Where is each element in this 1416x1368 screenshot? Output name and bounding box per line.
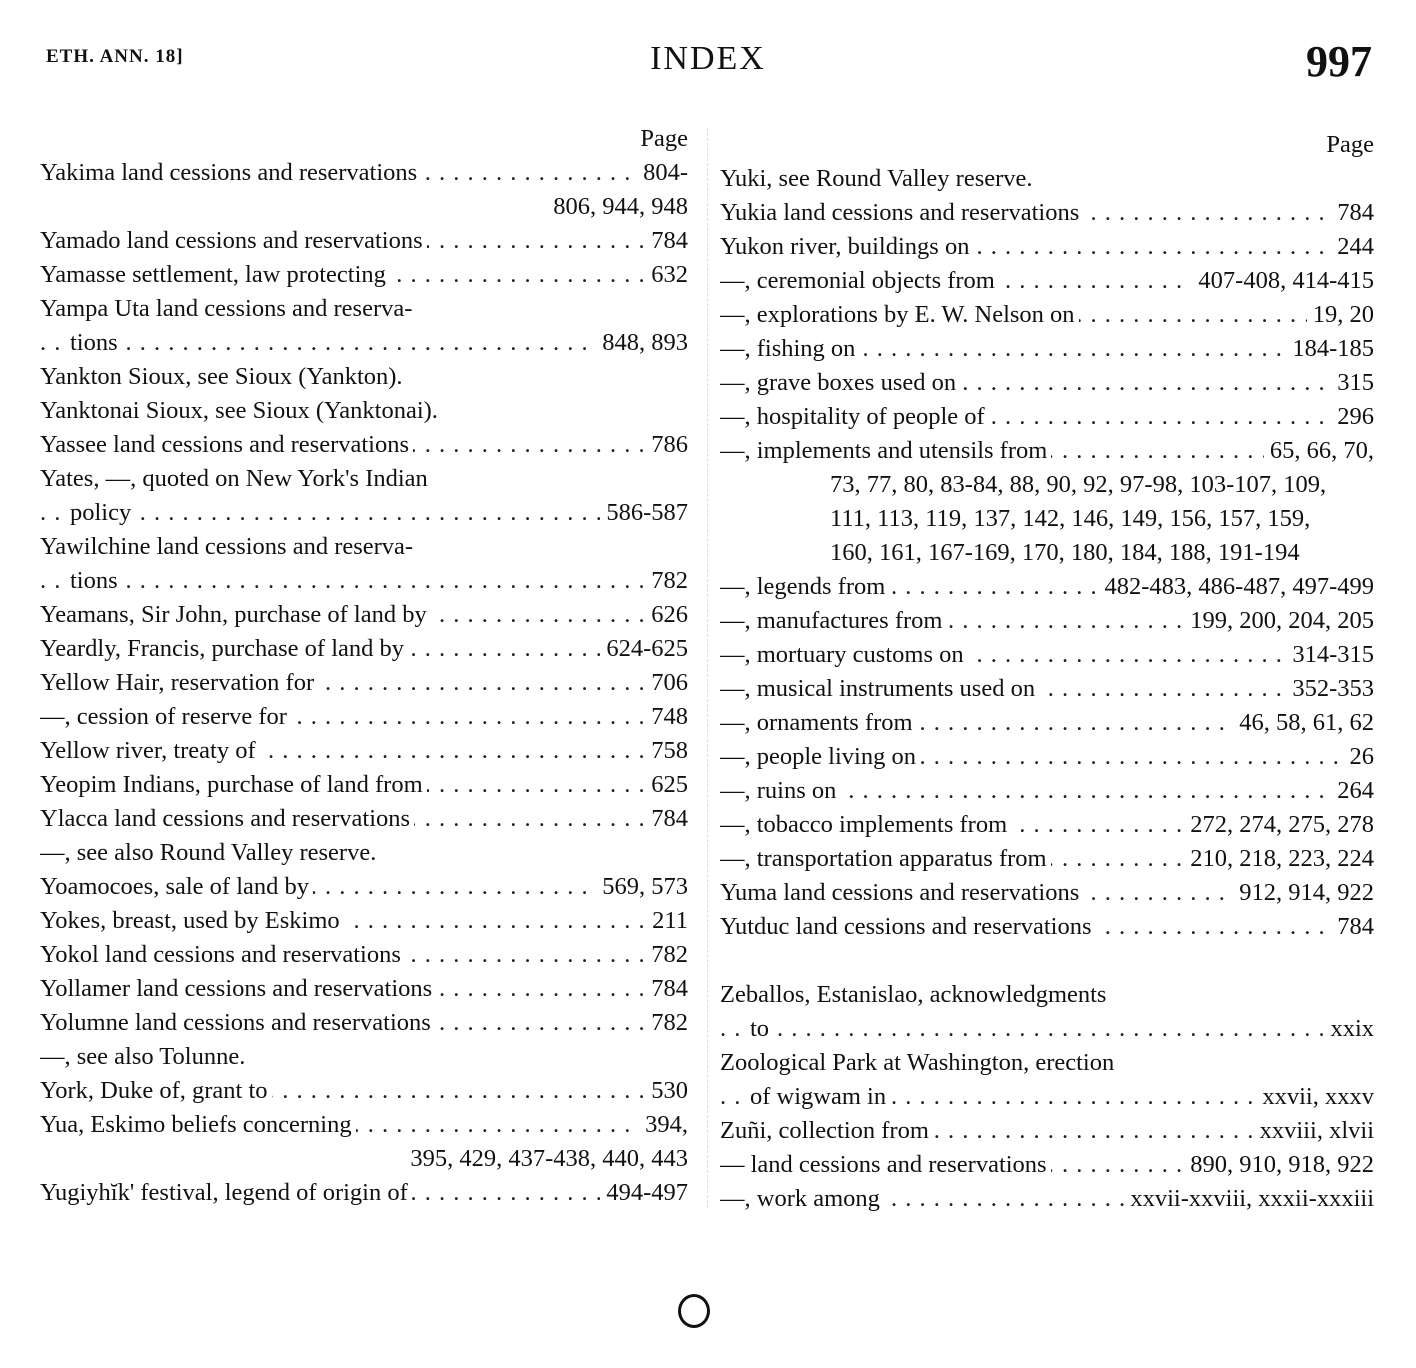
entry-text: . . . —, tobacco implements from: [720, 808, 1011, 842]
index-entry: [40, 598, 688, 632]
entry-page-ref: 782: [645, 938, 688, 972]
entry-text: . . . —, ornaments from: [720, 706, 917, 740]
entry-text: . . . —, grave boxes used on: [720, 366, 960, 400]
entry-text: . . . —, cession of reserve for: [40, 700, 291, 734]
index-entry: [40, 904, 688, 938]
entry-page-ref: 65, 66, 70,: [1264, 434, 1374, 468]
entry-page-ref: 848, 893: [596, 326, 688, 360]
entry-page-ref: 407-408, 414-415: [1192, 264, 1374, 298]
index-entry: [40, 496, 688, 530]
entry-text: . . . tions: [70, 564, 122, 598]
entry-text: Yanktonai Sioux, see Sioux (Yanktonai).: [40, 394, 442, 428]
entry-text: . . . Yakima land cessions and reservations: [40, 156, 421, 190]
entry-page-ref: 46, 58, 61, 62: [1233, 706, 1374, 740]
entry-text: . . . Yellow Hair, reservation for: [40, 666, 318, 700]
index-entry: [720, 740, 1374, 774]
index-entry: [40, 360, 688, 394]
entry-text: . . . — land cessions and reservations: [720, 1148, 1051, 1182]
index-entry: [40, 156, 688, 190]
index-entry: [40, 938, 688, 972]
index-entry: [720, 298, 1374, 332]
entry-text: . . . Yollamer land cessions and reservations: [40, 972, 436, 1006]
entry-text: . . . —, transportation apparatus from: [720, 842, 1051, 876]
entry-page-ref: 786: [645, 428, 688, 462]
entry-text: . . . Zuñi, collection from: [720, 1114, 933, 1148]
entry-page-ref: 784: [645, 972, 688, 1006]
entry-page-ref: 569, 573: [596, 870, 688, 904]
index-entry: [720, 1046, 1374, 1080]
running-head: [0, 0, 1416, 110]
entry-text: 111, 113, 119, 137, 142, 146, 149, 156, 157, 159,: [830, 502, 1314, 536]
entry-text: . . . —, ceremonial objects from: [720, 264, 999, 298]
entry-page-ref: xxix: [1324, 1012, 1374, 1046]
entry-page-ref: xxvii-xxviii, xxxii-xxxiii: [1124, 1182, 1374, 1216]
entry-page-ref: 26: [1344, 740, 1375, 774]
entry-page-ref: 784: [645, 802, 688, 836]
index-entry: [40, 530, 688, 564]
index-entry: [40, 972, 688, 1006]
entry-text: . . . —, fishing on: [720, 332, 859, 366]
index-entry: [40, 666, 688, 700]
index-entry: [40, 632, 688, 666]
index-entry: [720, 536, 1374, 570]
entry-text: . . . —, musical instruments used on: [720, 672, 1039, 706]
index-entry: [40, 802, 688, 836]
entry-text: 160, 161, 167-169, 170, 180, 184, 188, 191-194: [830, 536, 1304, 570]
entry-text: . . . —, hospitality of people of: [720, 400, 989, 434]
entry-page-ref: xxvii, xxxv: [1256, 1080, 1374, 1114]
index-entry: [720, 196, 1374, 230]
entry-text: —, see also Round Valley reserve.: [40, 836, 380, 870]
entry-text: . . . —, implements and utensils from: [720, 434, 1051, 468]
entry-page-ref: 782: [645, 1006, 688, 1040]
entry-text: Yuki, see Round Valley reserve.: [720, 162, 1037, 196]
entry-text: . . . —, manufactures from: [720, 604, 946, 638]
entry-text: . . . Yutduc land cessions and reservations: [720, 910, 1096, 944]
entry-text: . . . —, work among: [720, 1182, 884, 1216]
entry-page-ref: 394,: [639, 1108, 688, 1142]
entry-text: —, see also Tolunne.: [40, 1040, 249, 1074]
entry-page-ref: 624-625: [600, 632, 688, 666]
entry-page-ref: 784: [1331, 196, 1374, 230]
index-column-right: [720, 128, 1374, 1216]
index-entry: [40, 700, 688, 734]
index-entry: [40, 1074, 688, 1108]
entry-text: . . . of wigwam in: [750, 1080, 890, 1114]
entry-page-ref: 314-315: [1286, 638, 1374, 672]
entry-text: . . . Yassee land cessions and reservations: [40, 428, 413, 462]
index-entry: [720, 638, 1374, 672]
index-entry: [720, 604, 1374, 638]
index-entry: [40, 394, 688, 428]
index-entries: [720, 162, 1374, 1216]
entry-text: . . . policy: [70, 496, 135, 530]
entry-page-ref: 912, 914, 922: [1233, 876, 1374, 910]
index-entry: [40, 836, 688, 870]
index-entry: [720, 808, 1374, 842]
entry-text: . . . Yukia land cessions and reservations: [720, 196, 1083, 230]
entry-page-ref: 272, 274, 275, 278: [1184, 808, 1374, 842]
entry-text: Zoological Park at Washington, erection: [720, 1046, 1118, 1080]
index-entry: [720, 672, 1374, 706]
entry-page-ref: 395, 429, 437-438, 440, 443: [404, 1142, 688, 1176]
entry-text: . . . York, Duke of, grant to: [40, 1074, 272, 1108]
entry-text: . . . —, ruins on: [720, 774, 840, 808]
entry-text: . . . tions: [70, 326, 122, 360]
index-entry: [720, 332, 1374, 366]
index-entry: [40, 564, 688, 598]
column-heading: Page: [1326, 131, 1374, 158]
column-heading: Page: [640, 125, 688, 152]
index-entry: [40, 224, 688, 258]
index-entry: [720, 468, 1374, 502]
entry-page-ref: 296: [1331, 400, 1374, 434]
entry-text: . . . Yua, Eskimo beliefs concerning: [40, 1108, 356, 1142]
entry-text: . . . —, legends from: [720, 570, 889, 604]
entry-text: . . . Ylacca land cessions and reservations: [40, 802, 414, 836]
index-entry: [720, 876, 1374, 910]
index-entry: [40, 258, 688, 292]
entry-page-ref: 625: [645, 768, 688, 802]
entry-page-ref: 758: [645, 734, 688, 768]
index-entry: [40, 1142, 688, 1176]
entry-page-ref: 264: [1331, 774, 1374, 808]
entry-text: . . . Yamasse settlement, law protecting: [40, 258, 390, 292]
index-entry: [720, 570, 1374, 604]
entry-text: . . . Yamado land cessions and reservations: [40, 224, 427, 258]
index-entry: [720, 162, 1374, 196]
index-entry: [40, 326, 688, 360]
index-entry: [720, 434, 1374, 468]
entry-page-ref: xxviii, xlvii: [1254, 1114, 1374, 1148]
index-entry: [720, 910, 1374, 944]
entry-page-ref: 244: [1331, 230, 1374, 264]
entry-text: . . . —, mortuary customs on: [720, 638, 968, 672]
entry-page-ref: 199, 200, 204, 205: [1184, 604, 1374, 638]
folio-circle-mark: [678, 1294, 710, 1328]
index-column-left: [40, 122, 688, 1210]
entry-page-ref: 352-353: [1286, 672, 1374, 706]
entry-page-ref: 784: [1331, 910, 1374, 944]
entry-page-ref: 210, 218, 223, 224: [1184, 842, 1374, 876]
index-entry: [720, 264, 1374, 298]
index-entry: [720, 1182, 1374, 1216]
index-entry: [40, 1108, 688, 1142]
index-entry: [40, 1176, 688, 1210]
entry-text: Zeballos, Estanislao, acknowledgments: [720, 978, 1110, 1012]
entry-text: . . . Yuma land cessions and reservations: [720, 876, 1083, 910]
entry-text: Yankton Sioux, see Sioux (Yankton).: [40, 360, 407, 394]
entry-text: . . . Yugiyhĭk' festival, legend of origin of: [40, 1176, 412, 1210]
index-entry: [720, 1148, 1374, 1182]
index-entry: [720, 706, 1374, 740]
entry-text: . . . Yoamocoes, sale of land by: [40, 870, 313, 904]
entry-text: 73, 77, 80, 83-84, 88, 90, 92, 97-98, 103-107, 109,: [830, 468, 1330, 502]
index-entry: [40, 292, 688, 326]
index-entry: [40, 428, 688, 462]
entry-page-ref: 482-483, 486-487, 497-499: [1099, 570, 1374, 604]
index-entry: [720, 366, 1374, 400]
entry-text: Yampa Uta land cessions and reserva-: [40, 292, 416, 326]
index-entry: [40, 190, 688, 224]
index-entry: [720, 230, 1374, 264]
entry-text: Yates, —, quoted on New York's Indian: [40, 462, 432, 496]
entry-text: . . . —, people living on: [720, 740, 920, 774]
entry-page-ref: 626: [645, 598, 688, 632]
entry-text: . . . Yolumne land cessions and reservations: [40, 1006, 435, 1040]
entry-page-ref: 19, 20: [1307, 298, 1374, 332]
entry-text: . . . —, explorations by E. W. Nelson on: [720, 298, 1079, 332]
entry-text: . . . Yukon river, buildings on: [720, 230, 973, 264]
page-number: 997: [1306, 37, 1372, 86]
entry-page-ref: 784: [645, 224, 688, 258]
column-divider: [707, 128, 708, 1208]
entry-page-ref: 632: [645, 258, 688, 292]
entry-page-ref: 315: [1331, 366, 1374, 400]
entry-page-ref: 890, 910, 918, 922: [1184, 1148, 1374, 1182]
index-entry: [720, 1012, 1374, 1046]
entry-page-ref: 184-185: [1286, 332, 1374, 366]
entry-text: . . . to: [750, 1012, 773, 1046]
entry-text: . . . Yeopim Indians, purchase of land from: [40, 768, 427, 802]
index-entry: [720, 944, 1374, 978]
running-head-left: ETH. ANN. 18]: [46, 46, 184, 67]
page-title: INDEX: [650, 40, 766, 77]
entry-text: . . . Yeardly, Francis, purchase of land by: [40, 632, 408, 666]
index-entry: [40, 1006, 688, 1040]
index-entry: [720, 502, 1374, 536]
entry-page-ref: 211: [646, 904, 688, 938]
index-entry: [40, 768, 688, 802]
index-entry: [40, 462, 688, 496]
index-entry: [40, 734, 688, 768]
index-entries: [40, 156, 688, 1210]
entry-page-ref: 494-497: [600, 1176, 688, 1210]
entry-text: . . . Yokol land cessions and reservations: [40, 938, 405, 972]
index-entry: [720, 1114, 1374, 1148]
entry-page-ref: 806, 944, 948: [547, 190, 688, 224]
index-entry: [720, 978, 1374, 1012]
entry-page-ref: 530: [645, 1074, 688, 1108]
index-entry: [720, 842, 1374, 876]
index-entry: [40, 870, 688, 904]
entry-page-ref: 804-: [637, 156, 688, 190]
entry-page-ref: 586-587: [600, 496, 688, 530]
entry-text: . . . Yeamans, Sir John, purchase of land by: [40, 598, 431, 632]
index-entry: [720, 400, 1374, 434]
index-entry: [720, 774, 1374, 808]
index-entry: [720, 1080, 1374, 1114]
entry-text: Yawilchine land cessions and reserva-: [40, 530, 417, 564]
entry-page-ref: 782: [645, 564, 688, 598]
index-entry: [40, 1040, 688, 1074]
entry-page-ref: 706: [645, 666, 688, 700]
entry-text: . . . Yokes, breast, used by Eskimo: [40, 904, 344, 938]
entry-text: . . . Yellow river, treaty of: [40, 734, 260, 768]
entry-page-ref: 748: [645, 700, 688, 734]
